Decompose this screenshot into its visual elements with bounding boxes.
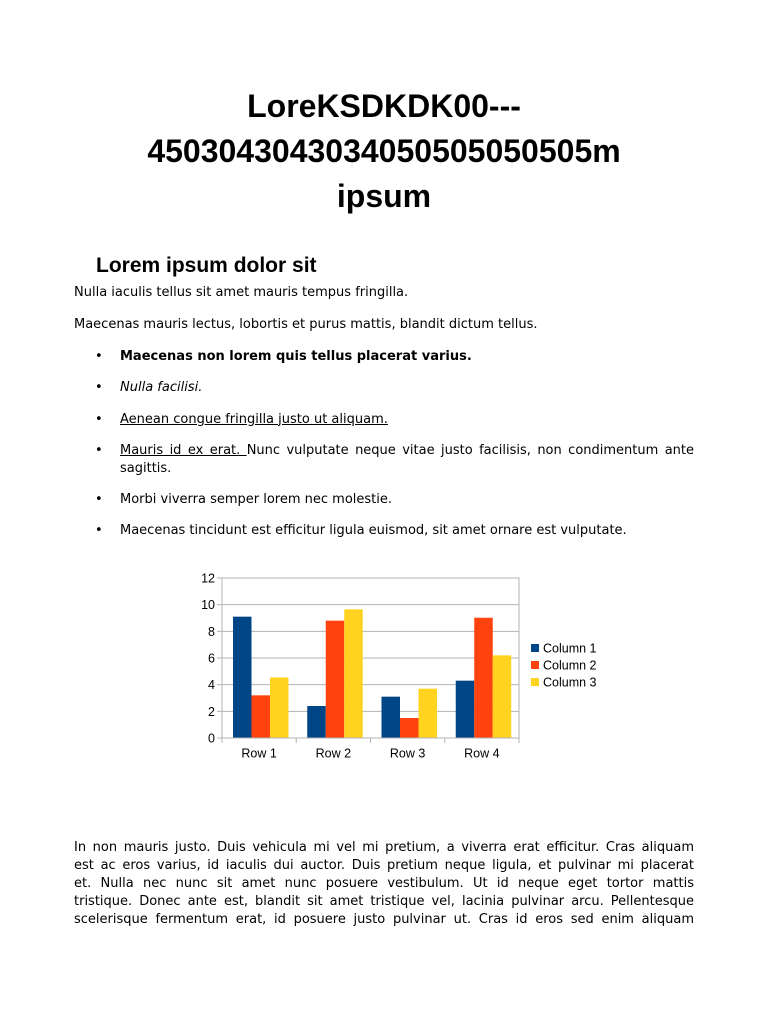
closing-line: et. Nulla nec nunc sit amet nunc posuere vestibulum. Ut id neque eget tortor mattis xyxy=(74,876,694,891)
bullet-dot: • xyxy=(95,523,103,539)
closing-line: est ac eros varius, id iaculis dui auctor. Duis pretium neque ligula, et pulvinar mi placerat xyxy=(74,858,694,873)
bar xyxy=(270,677,289,738)
bar xyxy=(456,681,475,738)
closing-line: tristique. Donec ante est, blandit sit amet tristique vel, lacinia pulvinar arcu. Pellentesque xyxy=(74,894,694,909)
y-tick-label: 8 xyxy=(208,624,215,639)
second-paragraph: Maecenas mauris lectus, lobortis et purus mattis, blandit dictum tellus. xyxy=(74,317,538,332)
list-item-text: Aenean congue fringilla justo ut aliquam. xyxy=(120,411,388,427)
list-item-text: Maecenas tincidunt est efficitur ligula euismod, sit amet ornare est vulputate. xyxy=(120,523,627,539)
section-heading: Lorem ipsum dolor sit xyxy=(96,254,317,277)
legend-label: Column 2 xyxy=(543,658,597,673)
list-item-text: Nulla facilisi. xyxy=(120,380,203,396)
bar xyxy=(252,695,271,738)
bullet-dot: • xyxy=(95,411,103,427)
y-tick-label: 10 xyxy=(201,598,215,613)
title-line-2: 4503043043034050505050505m xyxy=(147,133,621,169)
plot-border xyxy=(222,578,519,738)
y-tick-label: 2 xyxy=(208,704,215,719)
x-tick-label: Row 4 xyxy=(464,746,500,761)
list-item xyxy=(74,442,694,478)
bar xyxy=(326,621,345,738)
title-line-3: ipsum xyxy=(336,178,432,214)
bullet-dot: • xyxy=(95,492,103,508)
bullet-dot: • xyxy=(95,442,103,458)
list-item xyxy=(74,491,694,509)
list-item xyxy=(74,348,694,366)
bar xyxy=(233,617,252,738)
bar xyxy=(474,618,493,738)
closing-paragraph xyxy=(74,839,694,929)
closing-line: In non mauris justo. Duis vehicula mi vel mi pretium, a viverra erat efficitur. Cras aliquam xyxy=(74,840,694,855)
document-title xyxy=(74,84,694,219)
legend-swatch xyxy=(531,678,539,686)
title-line-1: LoreKSDKDK00--- xyxy=(247,88,521,124)
bar xyxy=(493,655,512,738)
list-item-text: Morbi viverra semper lorem nec molestie. xyxy=(120,492,393,508)
y-tick-label: 12 xyxy=(201,571,215,586)
bar xyxy=(307,706,326,738)
plot-area xyxy=(222,578,519,738)
list-item xyxy=(74,379,694,397)
list-item-underlined-text: Mauris id ex erat. xyxy=(120,442,247,458)
x-tick-label: Row 3 xyxy=(389,746,426,761)
bar xyxy=(400,718,419,738)
bar xyxy=(344,609,363,738)
x-tick-label: Row 1 xyxy=(241,746,277,761)
y-tick-label: 6 xyxy=(208,651,215,666)
bar xyxy=(382,697,401,738)
list-item xyxy=(74,411,694,429)
bar xyxy=(419,689,438,738)
intro-paragraph: Nulla iaculis tellus sit amet mauris tempus fringilla. xyxy=(74,285,409,300)
bullet-list xyxy=(74,348,694,554)
list-item-rest-text: Nunc vulputate neque vitae justo facilisis, non condimentum ante sagittis. xyxy=(120,442,694,476)
list-item-text: Maecenas non lorem quis tellus placerat varius. xyxy=(120,349,472,364)
legend-swatch xyxy=(531,644,539,652)
legend-label: Column 3 xyxy=(543,675,597,690)
bullet-dot: • xyxy=(95,349,103,364)
bullet-dot: • xyxy=(95,380,103,396)
closing-line: scelerisque fermentum erat, id posuere justo pulvinar ut. Cras id eros sed enim aliquam xyxy=(74,912,694,927)
list-item-text xyxy=(120,442,694,478)
y-tick-label: 4 xyxy=(208,678,215,693)
legend-label: Column 1 xyxy=(543,641,597,656)
y-tick-label: 0 xyxy=(208,731,215,746)
list-item xyxy=(74,522,694,540)
x-tick-label: Row 2 xyxy=(315,746,352,761)
legend-swatch xyxy=(531,661,539,669)
